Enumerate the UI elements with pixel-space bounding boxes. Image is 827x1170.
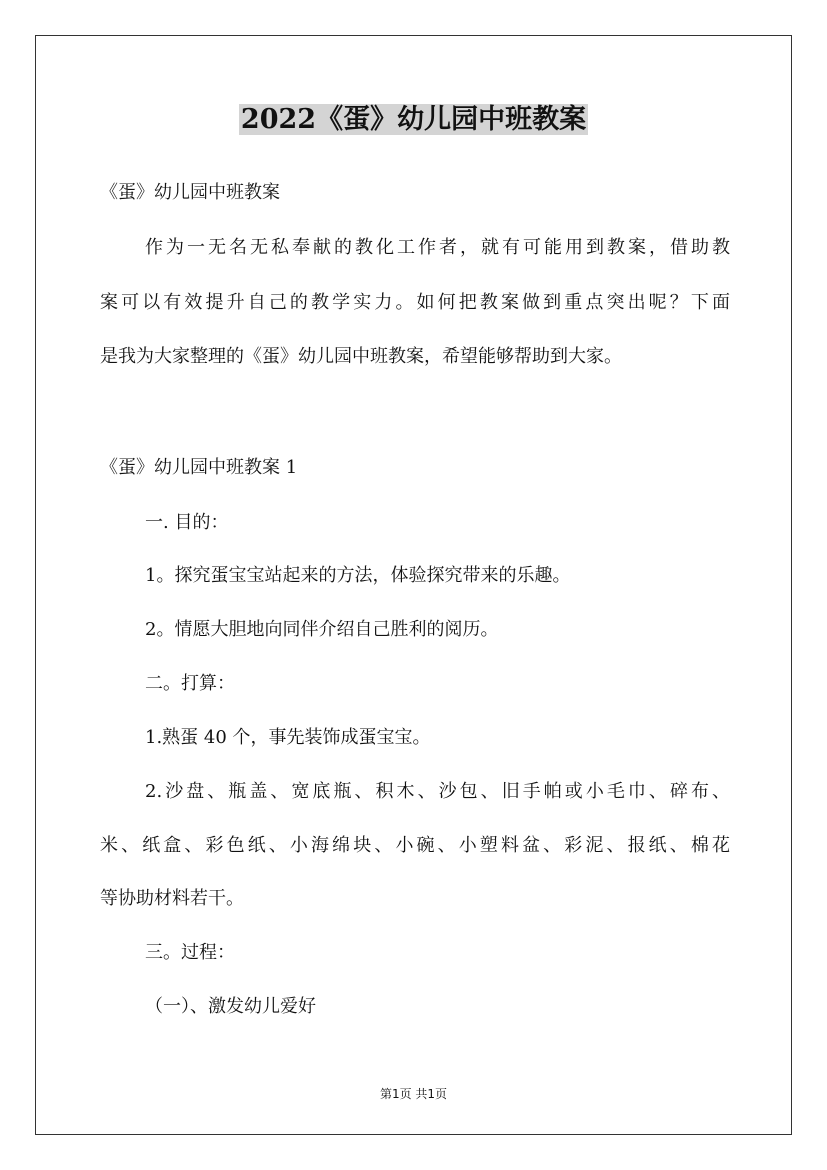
prep-item-2-line-2: 米、纸盒、彩色纸、小海绵块、小碗、小塑料盆、彩泥、报纸、棉花 [100,835,730,856]
section-heading: 《蛋》幼儿园中班教案 1 [100,457,298,478]
prep-item-1: 1.熟蛋 40 个，事先装饰成蛋宝宝。 [145,727,431,748]
process-item-1: （一）、激发幼儿爱好 [145,996,316,1017]
goal-heading: 一. 目的： [145,512,229,533]
document-title [0,100,827,140]
intro-line-3: 是我为大家整理的《蛋》幼儿园中班教案，希望能够帮助到大家。 [100,346,622,367]
document-subtitle: 《蛋》幼儿园中班教案 [100,182,280,203]
page-footer: 第1页 共1页 [379,1087,448,1101]
intro-line-2: 案可以有效提升自己的教学实力。如何把教案做到重点突出呢？下面 [100,292,730,313]
intro-line-1: 作为一无名无私奉献的教化工作者，就有可能用到教案，借助教 [145,237,730,258]
goal-item-1: 1。探究蛋宝宝站起来的方法，体验探究带来的乐趣。 [145,565,571,586]
process-heading: 三。过程： [145,942,235,963]
prep-item-2-line-3: 等协助材料若干。 [100,888,244,909]
prep-heading: 二。打算： [145,673,235,694]
prep-item-2-line-1: 2.沙盘、瓶盖、宽底瓶、积木、沙包、旧手帕或小毛巾、碎布、 [145,781,730,802]
document-title-text: 2022《蛋》幼儿园中班教案 [240,104,587,135]
goal-item-2: 2。情愿大胆地向同伴介绍自己胜利的阅历。 [145,619,499,640]
